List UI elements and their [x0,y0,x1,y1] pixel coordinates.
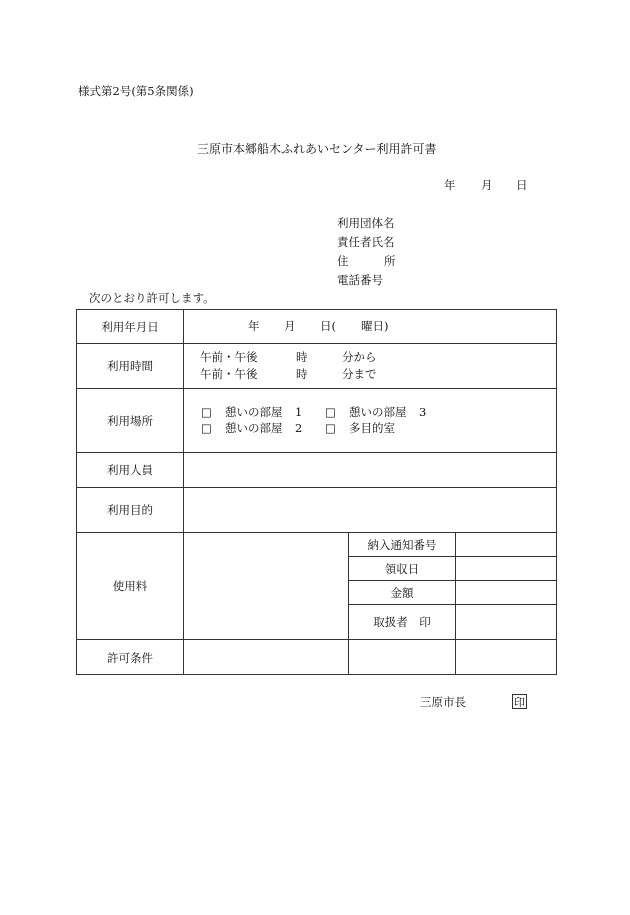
time-start-ampm: 午前・午後 [200,350,258,364]
conditions-label: 許可条件 [107,650,153,665]
time-end-ampm: 午前・午後 [200,367,258,381]
place-option-room-3: 憩いの部屋 [349,405,407,419]
group-name-label: 利用団体名 [337,216,395,230]
use-date-year: 年 [248,319,260,333]
phone-label: 電話番号 [337,273,383,287]
use-place-label: 利用場所 [107,413,153,428]
time-end-minute: 分まで [342,367,377,381]
fee-label: 使用料 [112,579,148,593]
place-checkbox-room-3[interactable]: □ [325,405,336,419]
time-start-minute: 分から [342,350,377,364]
place-option-room-1: 憩いの部屋 [225,405,283,419]
place-checkbox-room-1[interactable]: □ [201,405,212,419]
place-option-number: 2 [295,421,303,435]
intro-text: 次のとおり許可します。 [89,291,215,305]
use-date-month: 月 [284,319,296,333]
place-option-multipurpose: 多目的室 [349,421,395,435]
use-purpose-label: 利用目的 [107,503,153,517]
place-checkbox-multipurpose[interactable]: □ [325,421,336,435]
responsible-person-label: 責任者氏名 [337,235,395,249]
mayor-label: 三原市長 [420,695,466,709]
place-option-number: 1 [295,405,303,419]
place-checkbox-room-2[interactable]: □ [201,421,212,435]
use-people-label: 利用人員 [107,463,153,477]
place-option-number: 3 [419,405,427,419]
time-start-hour: 時 [296,350,308,364]
official-seal: 印 [514,695,525,709]
page-title: 三原市本郷船木ふれあいセンター利用許可書 [197,142,437,156]
handler-label: 取扱者 印 [373,615,431,629]
receipt-date-label: 領収日 [384,561,420,576]
use-date-label: 利用年月日 [101,319,159,334]
table-divider [183,309,184,675]
amount-label: 金額 [390,585,414,600]
place-option-room-2: 憩いの部屋 [225,421,283,435]
payment-notice-number-label: 納入通知番号 [367,537,437,552]
date-month: 月 [481,178,493,192]
address-label-1: 住 [337,254,349,268]
use-time-label: 利用時間 [107,359,153,373]
form-style-number: 様式第2号(第5条関係) [78,84,194,98]
time-end-hour: 時 [296,367,308,381]
use-date-day: 日( [320,319,336,333]
date-year: 年 [444,178,456,192]
use-date-weekday: 曜日) [361,319,389,333]
address-label-2: 所 [384,254,396,268]
date-day: 日 [516,178,528,192]
